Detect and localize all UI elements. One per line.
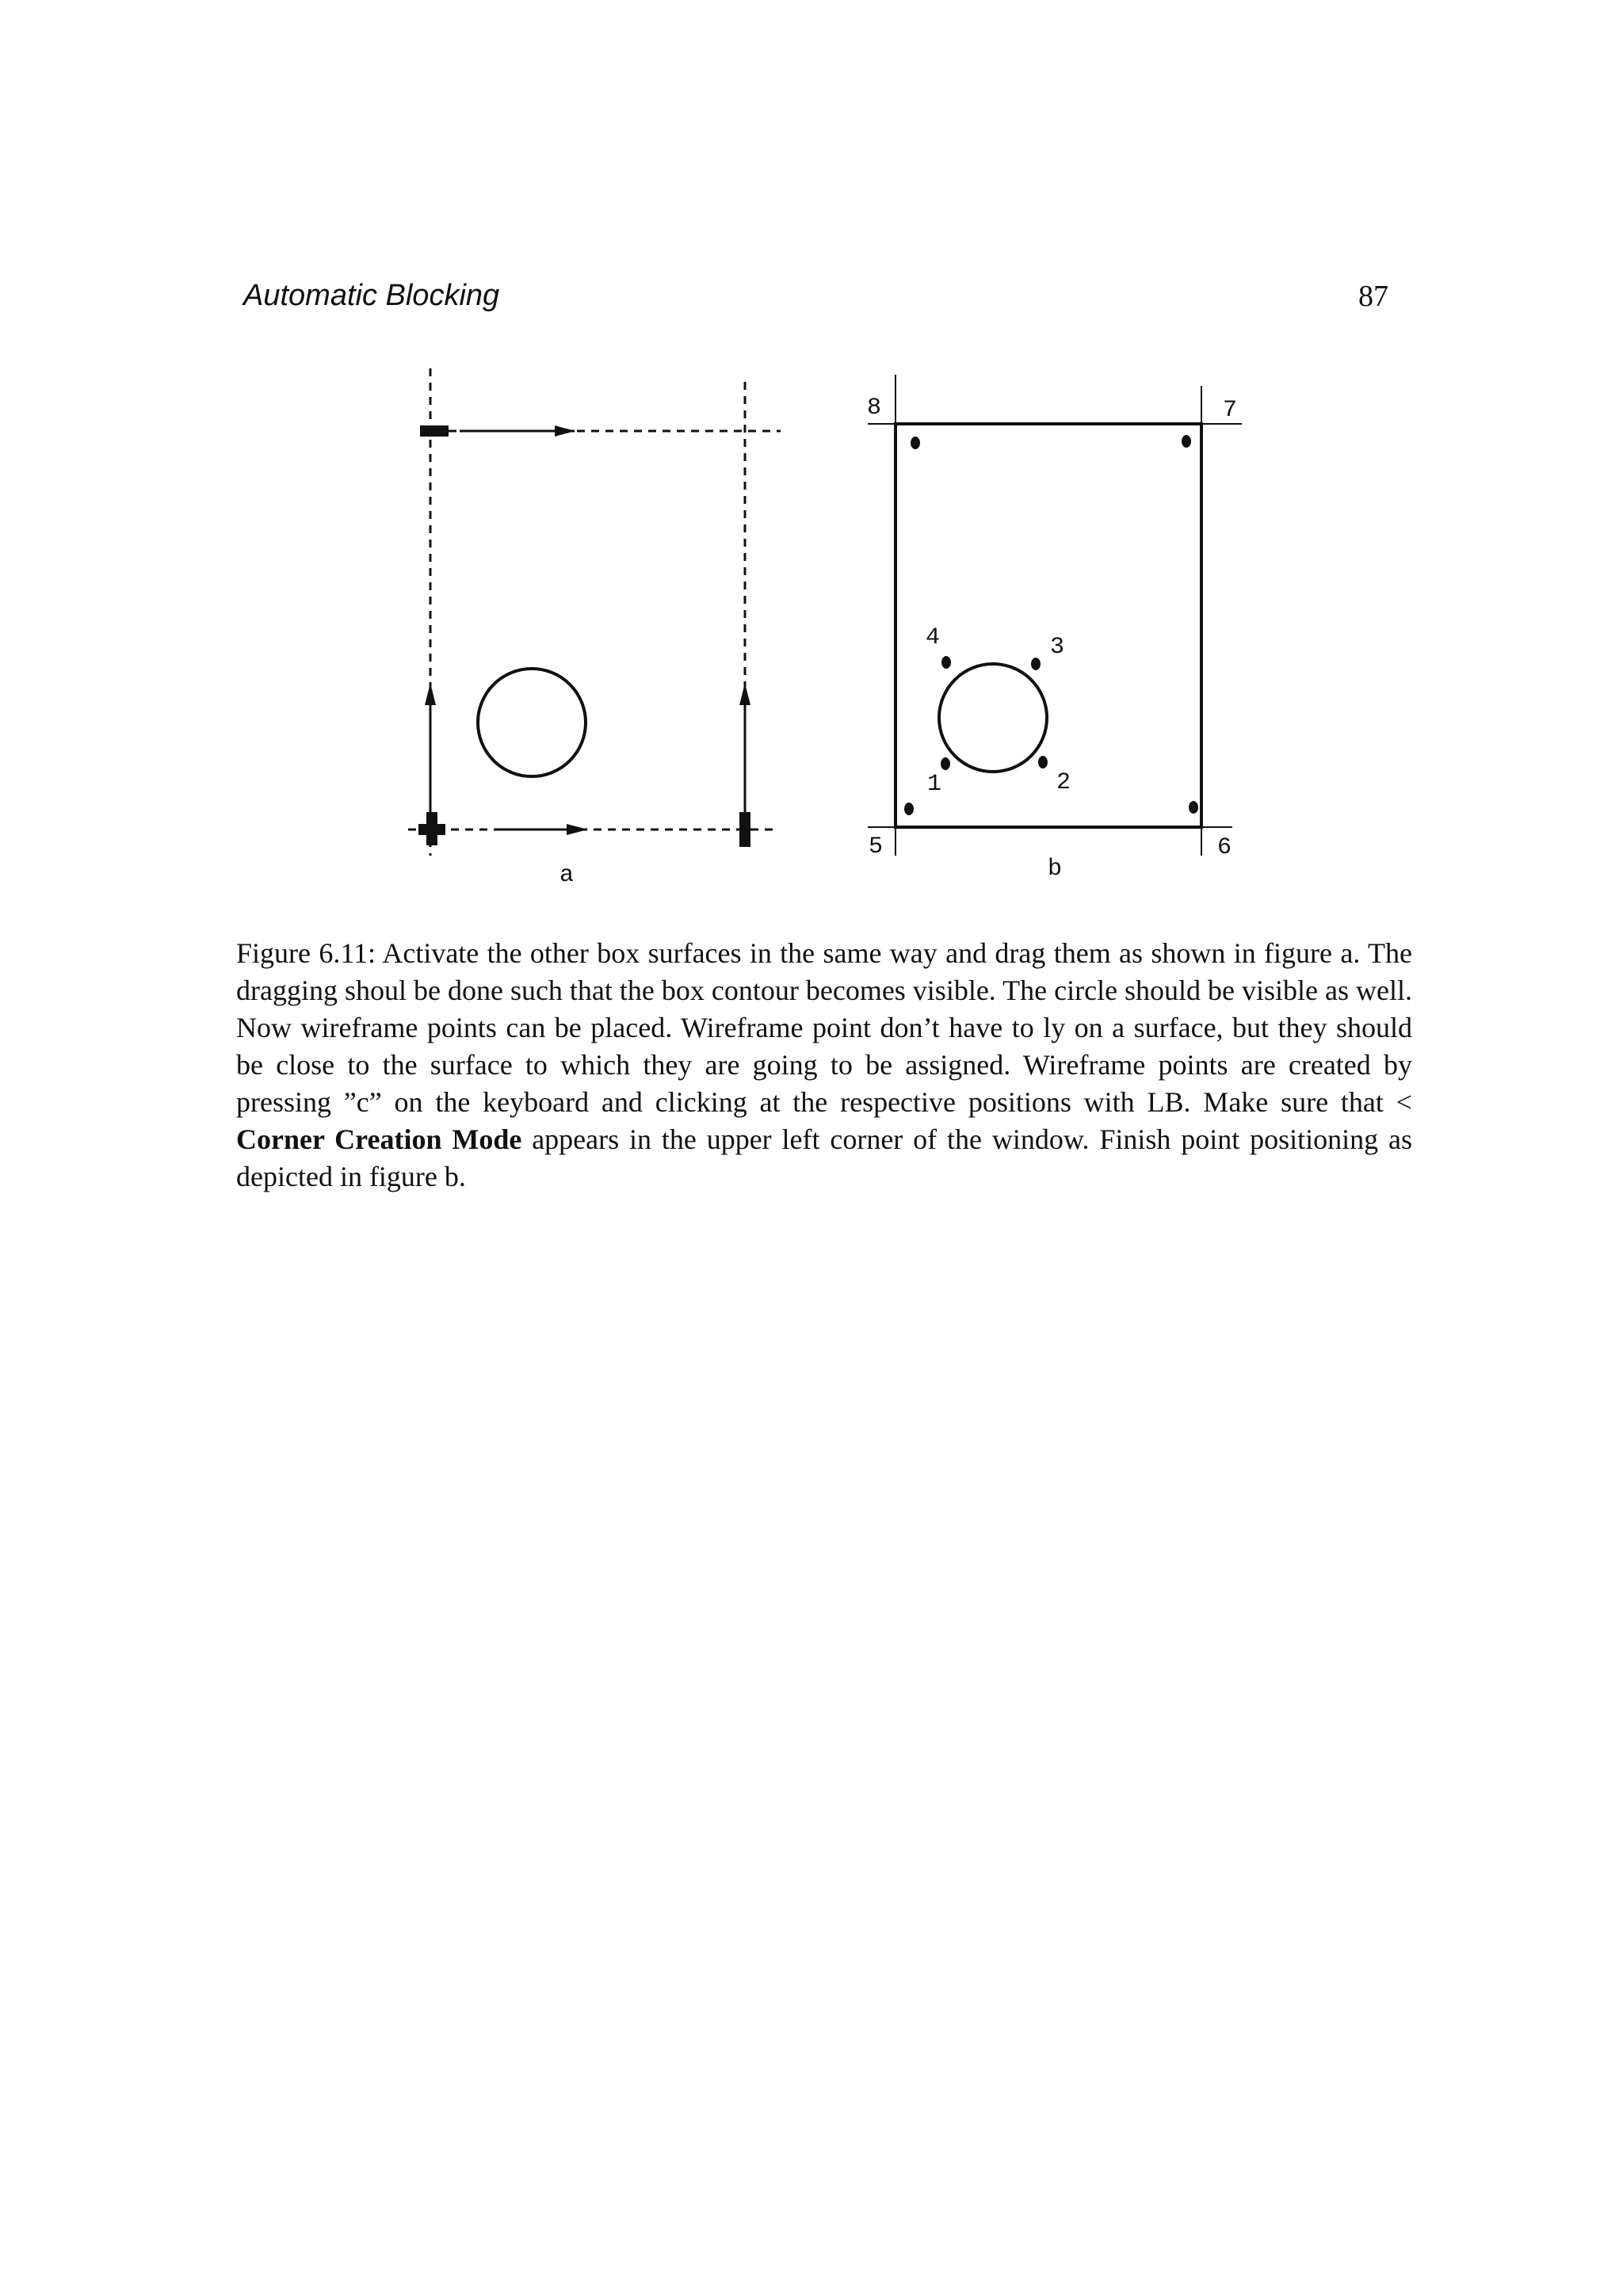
wireframe-point-6: [1189, 801, 1198, 814]
circle-b: [939, 664, 1047, 772]
running-header-title: Automatic Blocking: [243, 279, 500, 312]
wireframe-point-7: [1182, 435, 1191, 448]
panel-b-label: b: [1048, 856, 1063, 883]
wireframe-point-1: [941, 757, 950, 770]
circle-a: [478, 669, 586, 776]
corner-label-5: 5: [869, 833, 884, 860]
circle-point-label-4: 4: [926, 624, 941, 651]
drag-handle-bottom-left-v: [426, 812, 437, 845]
circle-point-label-1: 1: [927, 771, 942, 798]
page-number: 87: [1358, 280, 1388, 313]
drag-handle-right: [739, 812, 750, 847]
wireframe-point-4: [941, 656, 951, 669]
drag-handle-top: [420, 425, 449, 437]
corner-label-6: 6: [1217, 834, 1232, 861]
panel-a-diagram: [408, 368, 781, 856]
wireframe-point-8: [911, 437, 920, 449]
corner-label-8: 8: [867, 395, 882, 421]
panel-a-label: a: [559, 862, 575, 889]
circle-point-label-3: 3: [1050, 634, 1065, 661]
caption-bold-mode-name: Corner Creation Mode: [236, 1123, 522, 1155]
caption-text-start: Figure 6.11: Activate the other box surfaces in the same way and drag them as shown in figure a. The dragging shoul be done such that the box contour becomes visible. The circle should be visible as well. Now wireframe points can be placed. Wireframe point don’t have to ly on a surface, but they should be close to the surface to which they are going to be assigned. Wireframe points are created by pressing ”c” on the keyboard and clicking at the respective positions with LB. Make sure that <: [236, 937, 1412, 1118]
wireframe-point-5: [904, 803, 914, 815]
wireframe-point-3: [1031, 658, 1041, 670]
corner-label-7: 7: [1223, 397, 1238, 424]
circle-point-label-2: 2: [1056, 769, 1071, 796]
wireframe-points: [904, 435, 1198, 815]
figure-caption: [236, 935, 1412, 1196]
caption-text-end: appears in the upper left corner of the window. Finish point positioning as depicted in figure b.: [236, 1123, 1412, 1192]
wireframe-point-2: [1038, 756, 1048, 769]
